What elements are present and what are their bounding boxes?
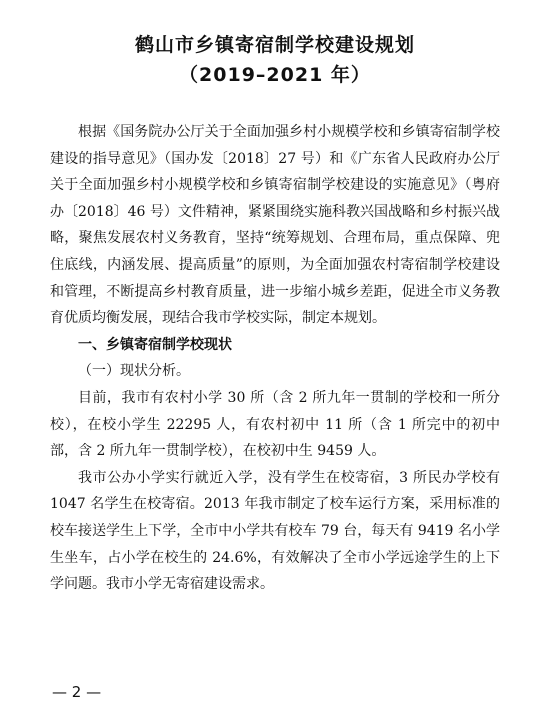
subsection-heading: （一）现状分析。 [78, 363, 190, 380]
document-title: 鹤山市乡镇寄宿制学校建设规划 [134, 34, 415, 56]
document-body [50, 119, 500, 598]
page-number: — 2 — [52, 683, 102, 701]
body-paragraph: 我市公办小学实行就近入学，没有学生在校寄宿，3 所民办学校有 1047 名学生在校寄宿。2013 年我市制定了校车运行方案，采用标准的校车接送学生上下学，全市中小学共有校车 79 台，每天有 9419 名小学生坐车，占小学在校生的 24.6%，有效解决了全市小学远途学生的上下学问题。我市小学无寄宿建设需求。 [50, 469, 500, 593]
intro-paragraph: 根据《国务院办公厅关于全面加强乡村小规模学校和乡镇寄宿制学校建设的指导意见》（国办发〔2018〕27 号）和《广东省人民政府办公厅关于全面加强乡村小规模学校和乡镇寄宿制学校建设的实施意见》（粤府办〔2018〕46 号）文件精神，紧紧围绕实施科教兴国战略和乡村振兴战略，聚焦发展农村义务教育，坚持“统筹规划、合理布局，重点保障、兜住底线，内涵发展、提高质量”的原则，为全面加强农村寄宿制学校建设和管理，不断提高乡村教育质量，进一步缩小城乡差距，促进全市义务教育优质均衡发展，现结合我市学校实际，制定本规划。 [50, 124, 500, 327]
document-title-years: （2019–2021 年） [179, 64, 371, 86]
section-heading: 一、乡镇寄宿制学校现状 [78, 336, 232, 353]
body-paragraph: 目前，我市有农村小学 30 所（含 2 所九年一贯制的学校和一所分校），在校小学生 22295 人，有农村初中 11 所（含 1 所完中的初中部，含 2 所九年一贯制学校），在校初中生 9459 人。 [50, 389, 500, 460]
